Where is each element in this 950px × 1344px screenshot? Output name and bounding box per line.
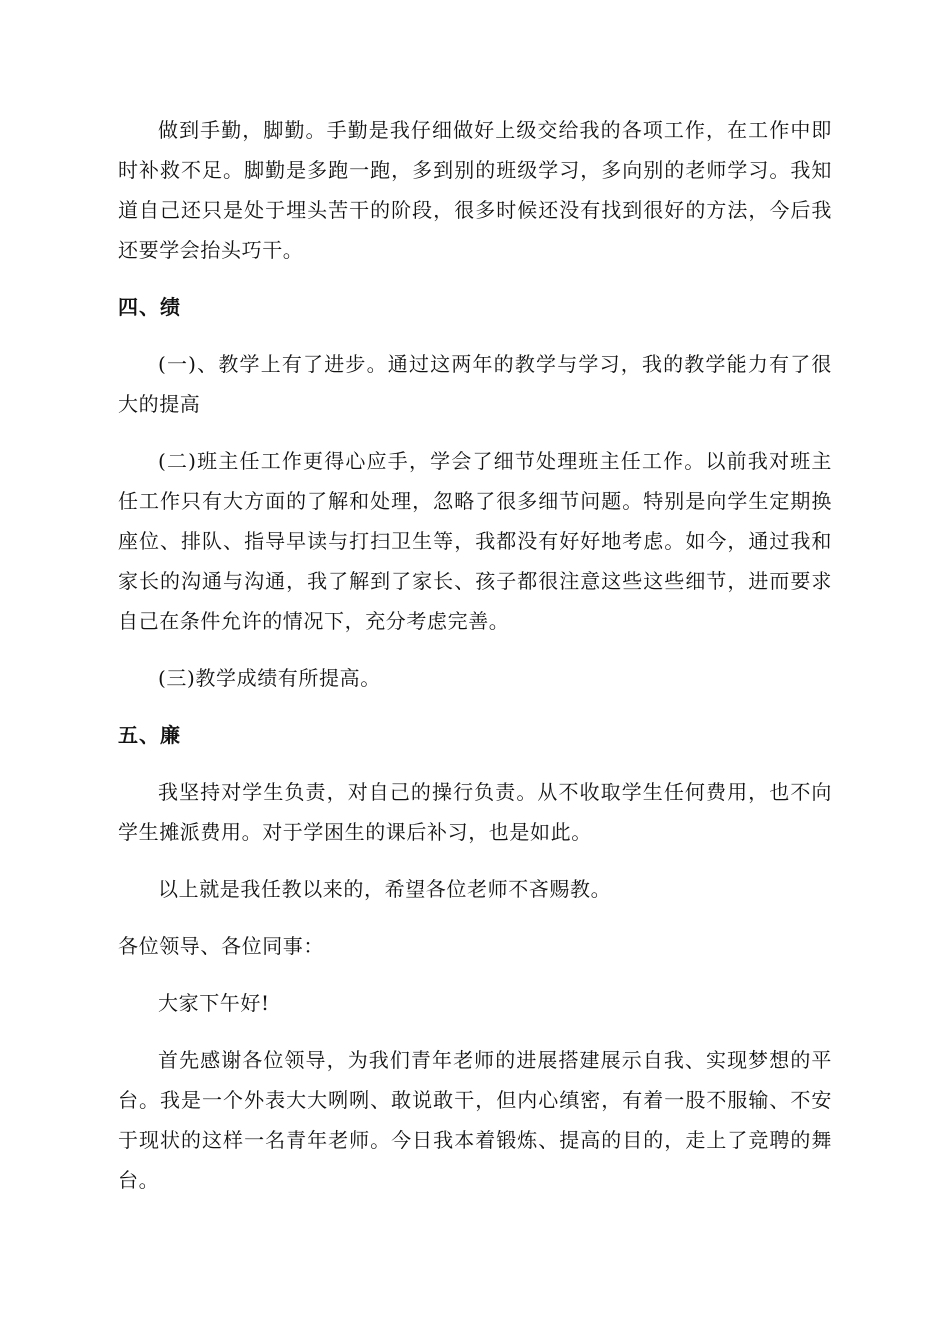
paragraph-integrity: 我坚持对学生负责，对自己的操行负责。从不收取学生任何费用，也不向学生摊派费用。对于学困生的课后补习，也是如此。 [118,780,832,844]
paragraph-introduction: 首先感谢各位领导，为我们青年老师的进展搭建展示自我、实现梦想的平台。我是一个外表大大咧咧、敢说敢干，但内心缜密，有着一股不服输、不安于现状的这样一名青年老师。今日我本着锻炼、提高的目的，走上了竞聘的舞台。 [118,1048,832,1192]
paragraph-diligence: 做到手勤，脚勤。手勤是我仔细做好上级交给我的各项工作，在工作中即时补救不足。脚勤是多跑一跑，多到别的班级学习，多向别的老师学习。我知道自己还只是处于埋头苦干的阶段，很多时候还没有找到很好的方法，今后我还要学会抬头巧干。 [118,118,832,262]
paragraph-teaching-results: (三)教学成绩有所提高。 [158,666,381,690]
salutation: 各位领导、各位同事： [118,934,324,958]
section-heading-integrity: 五、廉 [118,723,181,747]
paragraph-class-teacher-work: (二)班主任工作更得心应手，学会了细节处理班主任工作。以前我对班主任工作只有大方面的了解和处理，忽略了很多细节问题。特别是向学生定期换座位、排队、指导早读与打扫卫生等，我都没有好好地考虑。如今，通过我和家长的沟通与沟通，我了解到了家长、孩子都很注意这些这些细节，进而要求自己在条件允许的情况下，充分考虑完善。 [118,449,832,633]
greeting: 大家下午好! [158,991,270,1015]
document-page [118,110,832,1217]
paragraph-teaching-progress: (一)、教学上有了进步。通过这两年的教学与学习，我的教学能力有了很大的提高 [118,352,832,416]
section-heading-achievements: 四、绩 [118,295,181,319]
paragraph-closing: 以上就是我任教以来的，希望各位老师不吝赐教。 [158,877,612,901]
